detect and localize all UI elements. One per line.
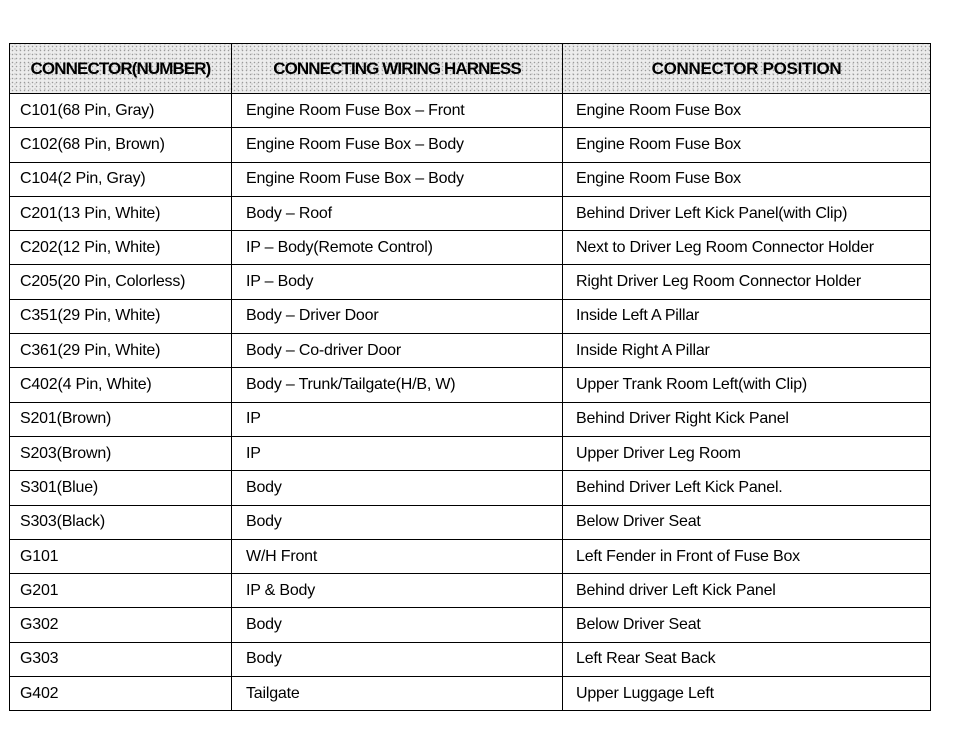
header-connector-position: CONNECTOR POSITION [563, 44, 931, 94]
connector-number-cell: S303(Black) [10, 505, 232, 539]
connector-position-cell: Behind Driver Left Kick Panel(with Clip) [563, 196, 931, 230]
connector-position-cell: Upper Luggage Left [563, 677, 931, 711]
connector-number-cell: G402 [10, 677, 232, 711]
connector-number-cell: S201(Brown) [10, 402, 232, 436]
table-row [10, 334, 931, 368]
connector-position-cell: Left Rear Seat Back [563, 642, 931, 676]
connector-table [9, 43, 931, 711]
table-row [10, 368, 931, 402]
connector-number-cell: S301(Blue) [10, 471, 232, 505]
wiring-harness-cell: Body – Roof [232, 196, 563, 230]
wiring-harness-cell: IP & Body [232, 574, 563, 608]
connector-number-cell: C205(20 Pin, Colorless) [10, 265, 232, 299]
table-row [10, 471, 931, 505]
table-row [10, 642, 931, 676]
header-row [10, 44, 931, 94]
connector-position-cell: Engine Room Fuse Box [563, 94, 931, 128]
table-row [10, 231, 931, 265]
table-row [10, 162, 931, 196]
table-row [10, 402, 931, 436]
connector-number-cell: C402(4 Pin, White) [10, 368, 232, 402]
table-row [10, 608, 931, 642]
connector-position-cell: Engine Room Fuse Box [563, 162, 931, 196]
table-row [10, 128, 931, 162]
table-row [10, 574, 931, 608]
table-row [10, 196, 931, 230]
connector-number-cell: C102(68 Pin, Brown) [10, 128, 232, 162]
table-row [10, 265, 931, 299]
connector-number-cell: S203(Brown) [10, 436, 232, 470]
wiring-harness-cell: W/H Front [232, 539, 563, 573]
wiring-harness-cell: Body – Driver Door [232, 299, 563, 333]
table-row [10, 539, 931, 573]
table-header [10, 44, 931, 94]
table-row [10, 299, 931, 333]
table-row [10, 505, 931, 539]
wiring-harness-cell: Engine Room Fuse Box – Body [232, 162, 563, 196]
connector-position-cell: Right Driver Leg Room Connector Holder [563, 265, 931, 299]
table-body [10, 94, 931, 711]
wiring-harness-cell: IP [232, 402, 563, 436]
connector-number-cell: G303 [10, 642, 232, 676]
connector-number-cell: G201 [10, 574, 232, 608]
connector-number-cell: C201(13 Pin, White) [10, 196, 232, 230]
table-row [10, 94, 931, 128]
connector-position-cell: Behind driver Left Kick Panel [563, 574, 931, 608]
connector-position-cell: Below Driver Seat [563, 505, 931, 539]
table-row [10, 677, 931, 711]
table-row [10, 436, 931, 470]
connector-position-cell: Upper Driver Leg Room [563, 436, 931, 470]
connector-position-cell: Left Fender in Front of Fuse Box [563, 539, 931, 573]
connector-number-cell: G302 [10, 608, 232, 642]
connector-position-cell: Upper Trank Room Left(with Clip) [563, 368, 931, 402]
wiring-harness-cell: Tailgate [232, 677, 563, 711]
connector-number-cell: G101 [10, 539, 232, 573]
wiring-harness-cell: Engine Room Fuse Box – Front [232, 94, 563, 128]
connector-position-cell: Below Driver Seat [563, 608, 931, 642]
wiring-harness-cell: Body – Co-driver Door [232, 334, 563, 368]
connector-number-cell: C104(2 Pin, Gray) [10, 162, 232, 196]
wiring-harness-cell: IP – Body(Remote Control) [232, 231, 563, 265]
connector-position-cell: Inside Left A Pillar [563, 299, 931, 333]
header-connector-number: CONNECTOR(NUMBER) [10, 44, 232, 94]
header-connecting-wiring-harness: CONNECTING WIRING HARNESS [232, 44, 563, 94]
connector-position-cell: Behind Driver Right Kick Panel [563, 402, 931, 436]
wiring-harness-cell: Body [232, 471, 563, 505]
connector-position-cell: Behind Driver Left Kick Panel. [563, 471, 931, 505]
wiring-harness-cell: Body – Trunk/Tailgate(H/B, W) [232, 368, 563, 402]
connector-position-cell: Inside Right A Pillar [563, 334, 931, 368]
wiring-harness-cell: Body [232, 505, 563, 539]
connector-number-cell: C361(29 Pin, White) [10, 334, 232, 368]
connector-position-cell: Next to Driver Leg Room Connector Holder [563, 231, 931, 265]
connector-position-cell: Engine Room Fuse Box [563, 128, 931, 162]
wiring-harness-cell: Engine Room Fuse Box – Body [232, 128, 563, 162]
connector-number-cell: C202(12 Pin, White) [10, 231, 232, 265]
wiring-harness-cell: Body [232, 642, 563, 676]
connector-number-cell: C351(29 Pin, White) [10, 299, 232, 333]
wiring-harness-cell: IP – Body [232, 265, 563, 299]
wiring-harness-cell: Body [232, 608, 563, 642]
wiring-harness-cell: IP [232, 436, 563, 470]
connector-number-cell: C101(68 Pin, Gray) [10, 94, 232, 128]
